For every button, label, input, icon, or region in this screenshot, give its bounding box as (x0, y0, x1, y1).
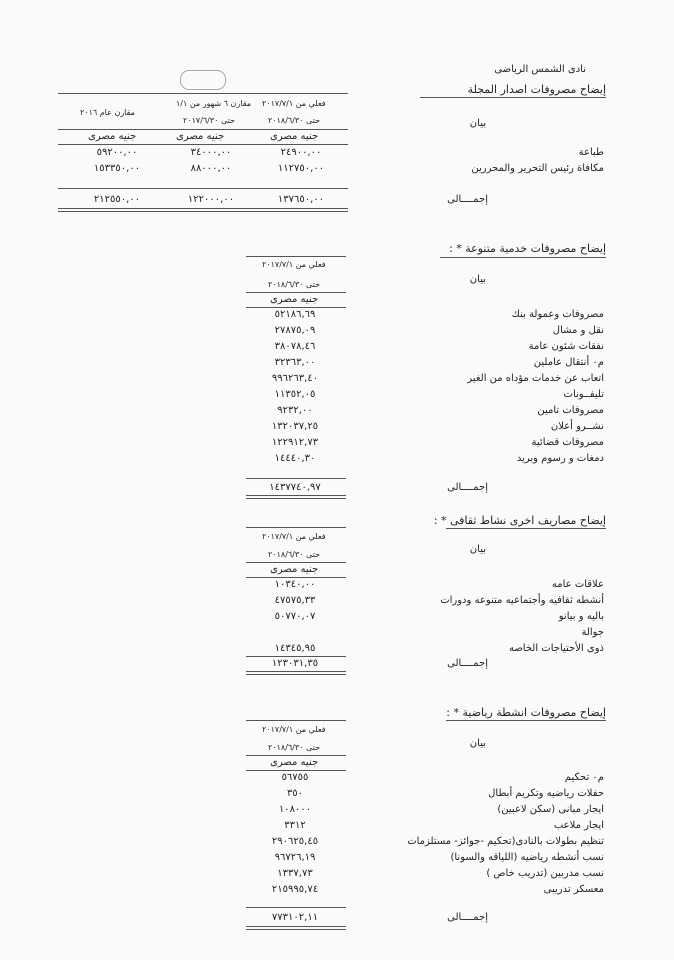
s3-row-value: ١٤٣٤٥,٩٥ (274, 643, 316, 654)
s1-row-v2: ٨٨٠٠٠,٠٠ (190, 163, 232, 174)
s1-row-v1: ١١٢٧٥٠,٠٠ (277, 163, 325, 174)
club-seal (180, 70, 226, 90)
s2-row-value: ٣٨٠٧٨,٤٦ (274, 341, 316, 352)
s3-row-label: جوالة (581, 627, 604, 638)
s4-row-value: ٣٥٠ (286, 788, 304, 799)
s2-h1: فعلي من ٢٠١٧/٧/١ (262, 260, 326, 269)
s4-row-label: ايجار ملاعب (553, 820, 604, 831)
s3-h2: حتى ٢٠١٨/٦/٣٠ (268, 550, 321, 559)
s1-row-label: مكافاة رئيس التحرير والمحررين (471, 163, 604, 174)
s2-row-value: ٣٢٣٦٣,٠٠ (274, 357, 316, 368)
s4-h1: فعلي من ٢٠١٧/٧/١ (262, 725, 326, 734)
s2-row-label: مصروفات قضائية (531, 437, 604, 448)
s1-total-v2: ١٢٢٠٠٠,٠٠ (187, 194, 235, 205)
s2-row-label: مصروفات وعمولة بنك (511, 309, 604, 320)
s4-header-rule (246, 755, 346, 756)
s4-h2: حتى ٢٠١٨/٦/٣٠ (268, 743, 321, 752)
s1-col3-h1: مقارن عام ٢٠١٦ (80, 108, 135, 117)
section3-title: إيضاح مصاريف اخرى نشاط ثقافى * : (433, 514, 606, 527)
s1-total-top-rule (58, 188, 348, 189)
s1-row-v1: ٢٤٩٠٠,٠٠ (280, 147, 322, 158)
s1-total-label: إجمــــالى (447, 194, 488, 205)
s4-total-label: إجمــــالى (447, 912, 488, 923)
s3-label-col: بيان (469, 544, 486, 555)
s3-total-rule-1 (246, 671, 346, 672)
s2-row-label: نشــرو أعلان (550, 421, 604, 432)
s4-currency: جنيه مصرى (270, 757, 319, 768)
s4-row-label: تنظيم بطولات بالنادى(تحكيم -جوائز- مستلزمات (407, 836, 604, 847)
s2-total-top-rule (246, 478, 346, 479)
s4-row-label: ايجار مبانى (سكن لاعبين) (497, 804, 604, 815)
s1-col1-h2: حتى ٢٠١٨/٦/٣٠ (268, 116, 321, 125)
s2-row-label: نفقات شئون عامة (528, 341, 604, 352)
s3-row-value: ٥٠٧٧٠,٠٧ (274, 611, 316, 622)
s3-currency-rule (246, 577, 346, 578)
s1-row-v2: ٣٤٠٠٠,٠٠ (190, 147, 232, 158)
s4-row-value: ٣٣١٢ (284, 820, 306, 831)
s2-total-rule-2 (246, 498, 346, 499)
s2-row-value: ٥٢١٨٦,٦٩ (274, 309, 316, 320)
s4-currency-rule (246, 770, 346, 771)
s2-label-col: بيان (469, 274, 486, 285)
s4-label-col: بيان (469, 738, 486, 749)
s2-total-value: ١٤٣٧٧٤٠,٩٧ (269, 482, 321, 493)
s1-col2-h1: مقارن ٦ شهور من ١/١ (176, 99, 252, 108)
s3-row-label: باليه و بيانو (558, 611, 604, 622)
section1-title-underline (420, 97, 606, 98)
s2-top-rule (246, 256, 346, 257)
s4-row-value: ١٠٨٠٠٠ (278, 804, 312, 815)
s4-row-label: نسب مدربين (تدريب خاص ) (486, 868, 604, 879)
s3-row-label: ذوى الأحتياجات الخاصه (508, 643, 604, 654)
s4-total-rule-1 (246, 926, 346, 927)
s1-total-rule-1 (58, 208, 348, 209)
s2-row-value: ١٣٢٠٣٧,٢٥ (271, 421, 319, 432)
s1-currency-1: جنيه مصرى (270, 131, 319, 142)
s4-row-label: حفلات رياضيه وتكريم أبطال (488, 788, 604, 799)
s3-row-label: أنشطه ثقافيه وأجتماعيه متنوعه ودورات (440, 595, 604, 606)
s4-top-rule (246, 720, 346, 721)
s1-total-v1: ١٣٧٦٥٠,٠٠ (277, 194, 325, 205)
s2-header-rule (246, 292, 346, 293)
club-name: نادى الشمس الرياضى (494, 64, 586, 75)
s2-total-rule-1 (246, 495, 346, 496)
section3-title-underline (446, 528, 606, 529)
s3-row-value: ١٠٣٤٠,٠٠ (274, 579, 316, 590)
s2-row-label: تليفــونات (563, 389, 604, 400)
section4-title-underline (446, 720, 606, 721)
s2-row-label: نقل و مشال (552, 325, 604, 336)
s3-h1: فعلي من ٢٠١٧/٧/١ (262, 532, 326, 541)
s2-row-label: اتعاب عن خدمات مؤداه من الغير (467, 373, 604, 384)
s1-total-v3: ٢١٢٥٥٠,٠٠ (93, 194, 141, 205)
s4-row-value: ٢٩٠٦٢٥,٤٥ (271, 836, 319, 847)
s2-h2: حتى ٢٠١٨/٦/٣٠ (268, 280, 321, 289)
s3-row-value: ٤٧٥٧٥,٣٣ (274, 595, 316, 606)
s4-row-label: معسكر تدريبى (543, 884, 604, 895)
s1-row-v3: ٥٩٢٠٠,٠٠ (96, 147, 138, 158)
s2-row-value: ١٤٤٤٠,٣٠ (274, 453, 316, 464)
s1-currency-rule (58, 144, 348, 145)
s4-row-label: م٠ تحكيم (564, 772, 604, 783)
s4-row-value: ٢١٥٩٩٥,٧٤ (271, 884, 319, 895)
s2-row-value: ١٢٢٩١٢,٧٣ (271, 437, 319, 448)
s3-header-rule (246, 562, 346, 563)
s4-total-rule-2 (246, 929, 346, 930)
s4-total-value: ٧٧٣١٠٢,١١ (271, 912, 319, 923)
s1-currency-2: جنيه مصرى (176, 131, 225, 142)
s3-total-value: ١٢٣٠٣١,٣٥ (271, 658, 319, 669)
section1-title: إيضاح مصروفات اصدار المجلة (467, 83, 606, 96)
s1-total-rule-2 (58, 211, 348, 212)
s4-row-label: نسب أنشطه رياضيه (اللياقه والسونا) (450, 852, 604, 863)
s3-total-label: إجمــــالى (447, 658, 488, 669)
s2-row-label: م٠ أنتقال عاملين (533, 357, 604, 368)
section4-title: إيضاح مصروفات انشطة رياضية * : (446, 706, 606, 719)
s2-row-value: ٢٧٨٧٥,٠٩ (274, 325, 316, 336)
s2-row-label: مصروفات تامين (537, 405, 604, 416)
s1-currency-3: جنيه مصرى (88, 131, 137, 142)
s1-col2-h2: حتى ٢٠١٧/٦/٣٠ (183, 116, 236, 125)
s3-total-top-rule (246, 656, 346, 657)
s2-currency: جنيه مصرى (270, 294, 319, 305)
s2-row-value: ٩٢٣٢,٠٠ (277, 405, 313, 416)
s1-col1-h1: فعلي من ٢٠١٧/٧/١ (262, 99, 326, 108)
s3-top-rule (246, 527, 346, 528)
s1-label-col: بيان (469, 118, 486, 129)
s2-total-label: إجمــــالى (447, 482, 488, 493)
s2-row-value: ٩٩٦٢٦٣,٤٠ (271, 373, 319, 384)
s3-row-label: علاقات عامه (551, 579, 604, 590)
s4-row-value: ١٣٣٧,٧٣ (277, 868, 313, 879)
s4-row-value: ٩٦٧٢٦,١٩ (274, 852, 316, 863)
s1-header-rule (58, 129, 348, 130)
s1-row-v3: ١٥٣٣٥٠,٠٠ (93, 163, 141, 174)
section1-top-rule (58, 93, 348, 94)
s3-total-rule-2 (246, 674, 346, 675)
s4-row-value: ٥٦٧٥٥ (281, 772, 309, 783)
section2-title-underline (440, 257, 606, 258)
s3-currency: جنيه مصرى (270, 564, 319, 575)
s2-row-value: ١١٣٥٢,٠٥ (274, 389, 316, 400)
section2-title: إيضاح مصروفات خدمية متنوعة * : (449, 242, 606, 255)
s1-row-label: طباعة (578, 147, 604, 158)
s2-currency-rule (246, 307, 346, 308)
s4-total-top-rule (246, 907, 346, 908)
s2-row-label: دمغات و رسوم وبريد (516, 453, 604, 464)
